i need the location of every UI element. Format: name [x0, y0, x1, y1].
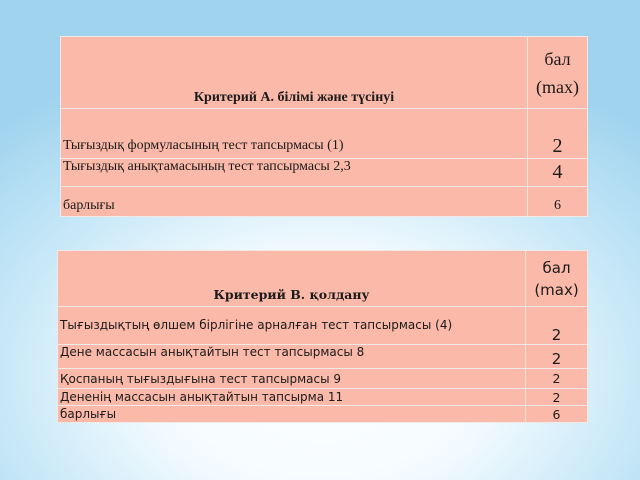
table-row — [58, 369, 588, 389]
table-b-row-label: Дене массасын анықтайтын тест тапсырмасы 8 — [58, 345, 526, 369]
table-a-total-value: 6 — [528, 187, 588, 217]
table-row — [61, 159, 588, 187]
table-b-row-label: Тығыздықтың өлшем бірлігіне арналған тест тапсырмасы (4) — [58, 307, 526, 345]
table-b-unit-header — [526, 251, 588, 307]
table-a-header: Критерий А. білімі және түсінуі — [61, 37, 528, 109]
table-a-row-label: Тығыздық формуласының тест тапсырмасы (1) — [61, 109, 528, 159]
table-row — [61, 109, 588, 159]
table-b-unit-line2: (max) — [534, 280, 579, 299]
criterion-b-table — [57, 250, 588, 423]
criterion-a-table — [60, 36, 588, 217]
table-b-row-value: 2 — [526, 307, 588, 345]
table-a-unit-header — [528, 37, 588, 109]
table-b-unit-line1: бал — [542, 258, 571, 277]
table-b-header: Критерий В. қолдану — [58, 251, 526, 307]
table-b-total-label: барлығы — [58, 406, 526, 423]
table-row — [58, 389, 588, 406]
table-b-total-value: 6 — [526, 406, 588, 423]
table-b-row-label: Қоспаның тығыздығына тест тапсырмасы 9 — [58, 369, 526, 389]
table-row — [58, 307, 588, 345]
table-a-header-row — [61, 37, 588, 109]
table-row — [61, 187, 588, 217]
table-a-unit-line1: бал — [544, 48, 571, 69]
table-b-row-value: 2 — [526, 345, 588, 369]
table-a-unit-line2: (max) — [536, 76, 580, 97]
table-a-row-value: 4 — [528, 159, 588, 187]
table-b-row-value: 2 — [526, 389, 588, 406]
table-a-row-value: 2 — [528, 109, 588, 159]
table-row — [58, 345, 588, 369]
table-a-total-label: барлығы — [61, 187, 528, 217]
table-row — [58, 406, 588, 423]
table-b-header-row — [58, 251, 588, 307]
table-a-row-label: Тығыздық анықтамасының тест тапсырмасы 2,3 — [61, 159, 528, 187]
table-b-row-value: 2 — [526, 369, 588, 389]
table-b-row-label: Дененің массасын анықтайтын тапсырма 11 — [58, 389, 526, 406]
